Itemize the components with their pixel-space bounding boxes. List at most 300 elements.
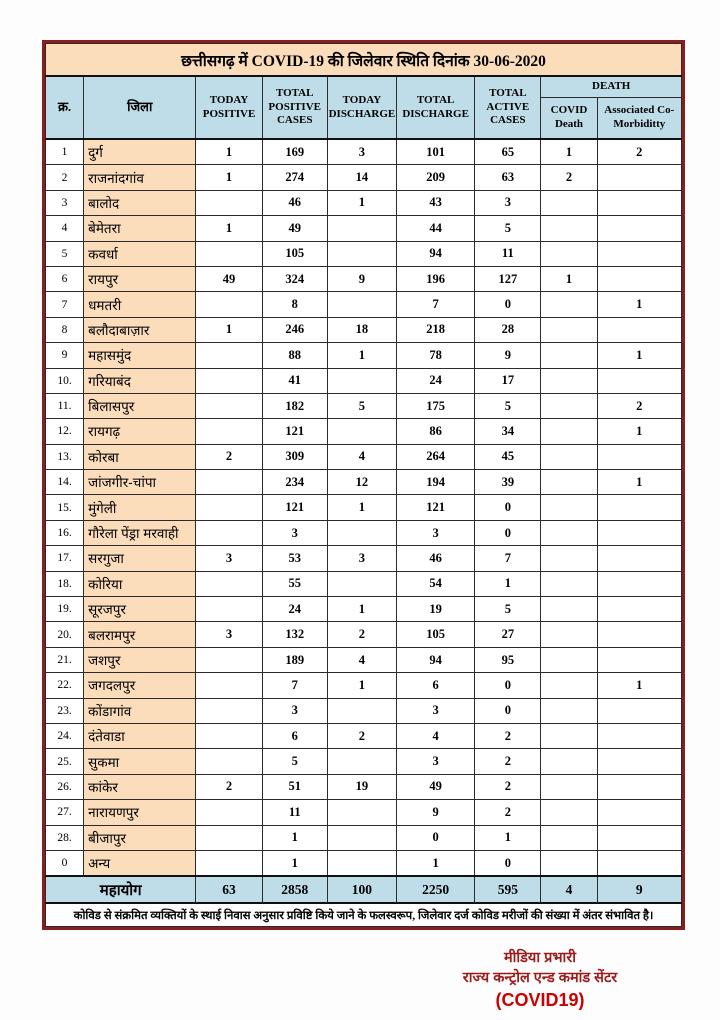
total-active-cell: 0 (475, 495, 541, 520)
serial-cell: 8 (46, 317, 84, 342)
today-positive-cell (196, 723, 262, 748)
today-discharge-cell: 9 (327, 266, 396, 291)
serial-cell: 25. (46, 749, 84, 774)
covid-death-cell (541, 216, 597, 241)
today-positive-cell (196, 470, 262, 495)
today-discharge-cell: 2 (327, 723, 396, 748)
col-header-total-active: TOTAL ACTIVE CASES (475, 76, 541, 139)
covid-death-cell (541, 597, 597, 622)
total-active-cell: 1 (475, 571, 541, 596)
today-positive-cell (196, 292, 262, 317)
today-positive-cell: 1 (196, 139, 262, 165)
comorbidity-cell: 2 (597, 393, 681, 418)
covid-death-cell (541, 368, 597, 393)
today-positive-cell: 1 (196, 165, 262, 190)
covid-death-cell: 2 (541, 165, 597, 190)
district-cell: दंतेवाडा (84, 723, 196, 748)
table-row (46, 495, 682, 520)
total-positive-cell: 1 (262, 825, 327, 850)
today-discharge-cell (327, 216, 396, 241)
total-positive-cell: 11 (262, 800, 327, 825)
footnote: कोविड से संक्रमित व्यक्तियों के स्थाई निवास अनुसार प्रविष्टि किये जाने के फलस्वरूप, जिलेवार दर्ज कोविड मरीजों की संख्या में अंतर संभावित है। (46, 903, 682, 927)
total-discharge-cell: 1 (397, 850, 475, 876)
today-positive-cell: 2 (196, 444, 262, 469)
today-positive-cell (196, 749, 262, 774)
total-positive-cell: 3 (262, 698, 327, 723)
total-active-cell: 1 (475, 825, 541, 850)
total-total-positive: 2858 (262, 876, 327, 903)
comorbidity-cell (597, 241, 681, 266)
comorbidity-cell (597, 850, 681, 876)
today-discharge-cell: 14 (327, 165, 396, 190)
table-row (46, 647, 682, 672)
table-title: छत्तीसगढ़ में COVID-19 की जिलेवार स्थिति दिनांक 30-06-2020 (46, 44, 682, 77)
serial-cell: 16. (46, 520, 84, 545)
covid-death-cell (541, 850, 597, 876)
today-positive-cell (196, 597, 262, 622)
covid-death-cell (541, 698, 597, 723)
district-cell: बलरामपुर (84, 622, 196, 647)
serial-cell: 10. (46, 368, 84, 393)
col-header-serial: क्र. (46, 76, 84, 139)
total-positive-cell: 121 (262, 419, 327, 444)
total-positive-cell: 88 (262, 343, 327, 368)
total-positive-cell: 132 (262, 622, 327, 647)
table-row (46, 774, 682, 799)
total-active-cell: 2 (475, 749, 541, 774)
col-header-total-positive: TOTAL POSITIVE CASES (262, 76, 327, 139)
total-today-discharge: 100 (327, 876, 396, 903)
total-discharge-cell: 209 (397, 165, 475, 190)
table-row (46, 444, 682, 469)
total-discharge-cell: 121 (397, 495, 475, 520)
comorbidity-cell (597, 774, 681, 799)
comorbidity-cell: 1 (597, 470, 681, 495)
today-discharge-cell: 2 (327, 622, 396, 647)
total-discharge-cell: 105 (397, 622, 475, 647)
signature-line-1: मीडिया प्रभारी (503, 950, 577, 966)
today-discharge-cell: 4 (327, 444, 396, 469)
total-discharge-cell: 194 (397, 470, 475, 495)
signature-line-3: (COVID19) (495, 990, 585, 1010)
covid-death-cell (541, 520, 597, 545)
table-row (46, 241, 682, 266)
comorbidity-cell (597, 597, 681, 622)
col-header-comorbidity: Associated Co-Morbiditty (597, 98, 681, 140)
covid-death-cell (541, 241, 597, 266)
district-cell: बिलासपुर (84, 393, 196, 418)
total-active-cell: 0 (475, 850, 541, 876)
serial-cell: 9 (46, 343, 84, 368)
total-discharge-cell: 4 (397, 723, 475, 748)
total-discharge-cell: 0 (397, 825, 475, 850)
table-row (46, 266, 682, 291)
today-discharge-cell (327, 749, 396, 774)
serial-cell: 0 (46, 850, 84, 876)
district-cell: जगदलपुर (84, 673, 196, 698)
total-active-cell: 95 (475, 647, 541, 672)
total-discharge-cell: 49 (397, 774, 475, 799)
comorbidity-cell (597, 266, 681, 291)
total-active-cell: 65 (475, 139, 541, 165)
district-cell: बालोद (84, 190, 196, 215)
district-cell: जशपुर (84, 647, 196, 672)
covid-death-cell (541, 292, 597, 317)
serial-cell: 2 (46, 165, 84, 190)
today-positive-cell: 2 (196, 774, 262, 799)
comorbidity-cell (597, 216, 681, 241)
today-positive-cell (196, 673, 262, 698)
total-active-cell: 5 (475, 216, 541, 241)
total-comorbidity: 9 (597, 876, 681, 903)
district-cell: सूरजपुर (84, 597, 196, 622)
total-positive-cell: 189 (262, 647, 327, 672)
col-header-covid-death: COVID Death (541, 98, 597, 140)
table-row (46, 673, 682, 698)
district-cell: बेमेतरा (84, 216, 196, 241)
district-cell: बीजापुर (84, 825, 196, 850)
today-discharge-cell (327, 368, 396, 393)
total-active-cell: 127 (475, 266, 541, 291)
total-row (46, 876, 682, 903)
today-positive-cell (196, 800, 262, 825)
total-positive-cell: 55 (262, 571, 327, 596)
comorbidity-cell: 1 (597, 419, 681, 444)
total-positive-cell: 274 (262, 165, 327, 190)
col-header-today-discharge: TODAY DISCHARGE (327, 76, 396, 139)
covid-death-cell (541, 317, 597, 342)
today-discharge-cell (327, 698, 396, 723)
today-discharge-cell: 3 (327, 546, 396, 571)
table-row (46, 368, 682, 393)
today-discharge-cell: 19 (327, 774, 396, 799)
district-cell: मुंगेली (84, 495, 196, 520)
total-active-cell: 0 (475, 292, 541, 317)
comorbidity-cell: 1 (597, 292, 681, 317)
table-row (46, 470, 682, 495)
covid-death-cell (541, 749, 597, 774)
total-discharge-cell: 43 (397, 190, 475, 215)
total-discharge-cell: 46 (397, 546, 475, 571)
serial-cell: 18. (46, 571, 84, 596)
total-positive-cell: 309 (262, 444, 327, 469)
today-positive-cell (196, 571, 262, 596)
comorbidity-cell (597, 622, 681, 647)
comorbidity-cell (597, 444, 681, 469)
col-header-death: DEATH (541, 76, 682, 98)
total-positive-cell: 7 (262, 673, 327, 698)
total-discharge-cell: 78 (397, 343, 475, 368)
total-active-cell: 0 (475, 673, 541, 698)
covid-death-cell (541, 723, 597, 748)
district-cell: गौरेला पेंड्रा मरवाही (84, 520, 196, 545)
serial-cell: 27. (46, 800, 84, 825)
total-discharge-cell: 175 (397, 393, 475, 418)
table-row (46, 622, 682, 647)
serial-cell: 3 (46, 190, 84, 215)
table-row (46, 317, 682, 342)
today-positive-cell (196, 698, 262, 723)
total-active-cell: 39 (475, 470, 541, 495)
total-active-cell: 5 (475, 597, 541, 622)
district-cell: महासमुंद (84, 343, 196, 368)
serial-cell: 7 (46, 292, 84, 317)
table-row (46, 520, 682, 545)
total-positive-cell: 41 (262, 368, 327, 393)
serial-cell: 15. (46, 495, 84, 520)
covid-death-cell (541, 470, 597, 495)
comorbidity-cell (597, 317, 681, 342)
total-positive-cell: 105 (262, 241, 327, 266)
total-discharge-cell: 3 (397, 698, 475, 723)
today-positive-cell: 3 (196, 546, 262, 571)
comorbidity-cell (597, 647, 681, 672)
total-positive-cell: 24 (262, 597, 327, 622)
total-active-cell: 0 (475, 698, 541, 723)
serial-cell: 11. (46, 393, 84, 418)
table-row (46, 571, 682, 596)
today-positive-cell (196, 850, 262, 876)
total-active-cell: 27 (475, 622, 541, 647)
comorbidity-cell (597, 165, 681, 190)
serial-cell: 14. (46, 470, 84, 495)
total-positive-cell: 246 (262, 317, 327, 342)
total-discharge-cell: 3 (397, 520, 475, 545)
covid-death-cell (541, 647, 597, 672)
district-cell: कोरबा (84, 444, 196, 469)
col-header-total-discharge: TOTAL DISCHARGE (397, 76, 475, 139)
comorbidity-cell (597, 825, 681, 850)
total-positive-cell: 121 (262, 495, 327, 520)
total-discharge-cell: 218 (397, 317, 475, 342)
today-positive-cell: 3 (196, 622, 262, 647)
today-discharge-cell (327, 292, 396, 317)
today-positive-cell: 49 (196, 266, 262, 291)
serial-cell: 1 (46, 139, 84, 165)
covid-death-cell (541, 444, 597, 469)
table-row (46, 800, 682, 825)
total-discharge-cell: 264 (397, 444, 475, 469)
today-positive-cell (196, 190, 262, 215)
covid-district-status-table (42, 40, 685, 930)
district-cell: जांजगीर-चांपा (84, 470, 196, 495)
total-active-cell: 45 (475, 444, 541, 469)
today-positive-cell (196, 647, 262, 672)
serial-cell: 28. (46, 825, 84, 850)
covid-death-cell (541, 393, 597, 418)
today-discharge-cell (327, 241, 396, 266)
today-positive-cell (196, 393, 262, 418)
total-discharge-cell: 24 (397, 368, 475, 393)
today-discharge-cell: 1 (327, 190, 396, 215)
total-discharge-cell: 101 (397, 139, 475, 165)
total-covid-death: 4 (541, 876, 597, 903)
serial-cell: 24. (46, 723, 84, 748)
comorbidity-cell (597, 190, 681, 215)
total-positive-cell: 6 (262, 723, 327, 748)
comorbidity-cell (597, 800, 681, 825)
district-cell: अन्य (84, 850, 196, 876)
col-header-district: जिला (84, 76, 196, 139)
serial-cell: 17. (46, 546, 84, 571)
today-positive-cell (196, 520, 262, 545)
comorbidity-cell: 2 (597, 139, 681, 165)
total-active-cell: 5 (475, 393, 541, 418)
comorbidity-cell (597, 698, 681, 723)
today-discharge-cell: 12 (327, 470, 396, 495)
serial-cell: 21. (46, 647, 84, 672)
total-positive-cell: 46 (262, 190, 327, 215)
total-positive-cell: 53 (262, 546, 327, 571)
total-discharge-cell: 94 (397, 241, 475, 266)
total-discharge-cell: 86 (397, 419, 475, 444)
district-cell: नारायणपुर (84, 800, 196, 825)
today-positive-cell (196, 368, 262, 393)
table-row (46, 698, 682, 723)
today-discharge-cell: 1 (327, 597, 396, 622)
total-active-cell: 2 (475, 774, 541, 799)
total-active-cell: 11 (475, 241, 541, 266)
today-discharge-cell (327, 825, 396, 850)
today-discharge-cell: 18 (327, 317, 396, 342)
total-discharge-cell: 6 (397, 673, 475, 698)
today-discharge-cell: 1 (327, 673, 396, 698)
district-cell: धमतरी (84, 292, 196, 317)
today-discharge-cell: 1 (327, 343, 396, 368)
total-discharge-cell: 3 (397, 749, 475, 774)
today-positive-cell (196, 825, 262, 850)
district-cell: कोंडागांव (84, 698, 196, 723)
covid-death-cell (541, 622, 597, 647)
total-discharge-cell: 196 (397, 266, 475, 291)
serial-cell: 22. (46, 673, 84, 698)
covid-death-cell (541, 673, 597, 698)
serial-cell: 6 (46, 266, 84, 291)
total-positive-cell: 51 (262, 774, 327, 799)
covid-death-cell (541, 774, 597, 799)
comorbidity-cell (597, 749, 681, 774)
serial-cell: 23. (46, 698, 84, 723)
comorbidity-cell (597, 520, 681, 545)
district-cell: बलौदाबाज़ार (84, 317, 196, 342)
total-discharge-cell: 7 (397, 292, 475, 317)
total-positive-cell: 3 (262, 520, 327, 545)
district-cell: दुर्ग (84, 139, 196, 165)
total-positive-cell: 169 (262, 139, 327, 165)
total-discharge-cell: 9 (397, 800, 475, 825)
comorbidity-cell (597, 571, 681, 596)
covid-death-cell (541, 571, 597, 596)
table-row (46, 216, 682, 241)
today-discharge-cell: 4 (327, 647, 396, 672)
today-positive-cell (196, 241, 262, 266)
serial-cell: 26. (46, 774, 84, 799)
data-table (45, 43, 682, 927)
covid-death-cell (541, 343, 597, 368)
serial-cell: 20. (46, 622, 84, 647)
table-row (46, 597, 682, 622)
total-positive-cell: 5 (262, 749, 327, 774)
total-active-cell: 17 (475, 368, 541, 393)
today-discharge-cell: 1 (327, 495, 396, 520)
total-today-positive: 63 (196, 876, 262, 903)
district-cell: सरगुजा (84, 546, 196, 571)
serial-cell: 4 (46, 216, 84, 241)
district-cell: सुकमा (84, 749, 196, 774)
comorbidity-cell (597, 495, 681, 520)
covid-death-cell (541, 419, 597, 444)
district-cell: रायगढ़ (84, 419, 196, 444)
serial-cell: 19. (46, 597, 84, 622)
table-row (46, 139, 682, 165)
serial-cell: 13. (46, 444, 84, 469)
comorbidity-cell (597, 368, 681, 393)
today-discharge-cell (327, 850, 396, 876)
signature-block (430, 948, 650, 1012)
table-row (46, 190, 682, 215)
today-positive-cell: 1 (196, 317, 262, 342)
today-discharge-cell (327, 419, 396, 444)
total-positive-cell: 49 (262, 216, 327, 241)
comorbidity-cell (597, 546, 681, 571)
covid-death-cell (541, 800, 597, 825)
table-row (46, 165, 682, 190)
total-total-discharge: 2250 (397, 876, 475, 903)
table-row (46, 419, 682, 444)
total-positive-cell: 8 (262, 292, 327, 317)
total-positive-cell: 182 (262, 393, 327, 418)
covid-death-cell (541, 546, 597, 571)
today-discharge-cell (327, 800, 396, 825)
district-cell: कोरिया (84, 571, 196, 596)
covid-death-cell (541, 825, 597, 850)
today-discharge-cell (327, 520, 396, 545)
total-discharge-cell: 94 (397, 647, 475, 672)
district-cell: कवर्धा (84, 241, 196, 266)
serial-cell: 5 (46, 241, 84, 266)
total-discharge-cell: 54 (397, 571, 475, 596)
table-row (46, 850, 682, 876)
comorbidity-cell (597, 723, 681, 748)
total-active-cell: 7 (475, 546, 541, 571)
district-cell: गरियाबंद (84, 368, 196, 393)
total-discharge-cell: 19 (397, 597, 475, 622)
table-row (46, 825, 682, 850)
today-positive-cell (196, 495, 262, 520)
table-row (46, 292, 682, 317)
today-positive-cell (196, 343, 262, 368)
district-cell: राजनांदगांव (84, 165, 196, 190)
total-active-cell: 9 (475, 343, 541, 368)
today-discharge-cell: 3 (327, 139, 396, 165)
col-header-today-positive: TODAY POSITIVE (196, 76, 262, 139)
today-positive-cell: 1 (196, 216, 262, 241)
table-row (46, 749, 682, 774)
table-row (46, 393, 682, 418)
total-total-active: 595 (475, 876, 541, 903)
signature-line-2: राज्य कन्ट्रोल एन्ड कमांड सेंटर (462, 970, 618, 986)
total-positive-cell: 324 (262, 266, 327, 291)
total-discharge-cell: 44 (397, 216, 475, 241)
covid-death-cell (541, 190, 597, 215)
total-active-cell: 0 (475, 520, 541, 545)
total-active-cell: 34 (475, 419, 541, 444)
comorbidity-cell: 1 (597, 343, 681, 368)
today-discharge-cell (327, 571, 396, 596)
total-positive-cell: 234 (262, 470, 327, 495)
total-active-cell: 28 (475, 317, 541, 342)
district-cell: कांकेर (84, 774, 196, 799)
